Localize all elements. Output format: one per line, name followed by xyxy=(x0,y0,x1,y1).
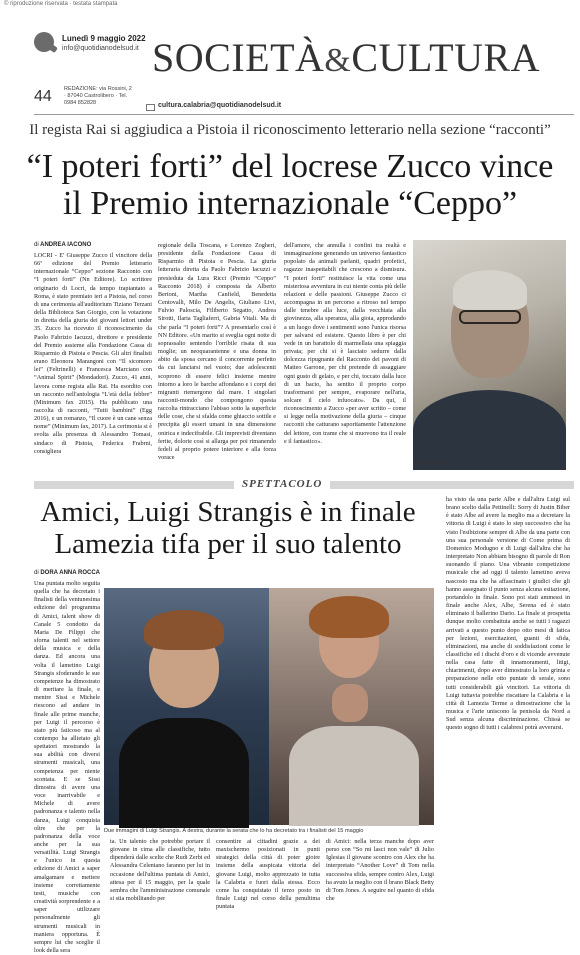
zucco-photo xyxy=(413,240,566,457)
contact-email[interactable]: info@quotidianodelsud.it xyxy=(62,45,139,52)
section-title-amp: & xyxy=(324,42,352,79)
article1-column-2: regionale della Toscana, e Lorenzo Zogheri, presidente della Fondazione Cassa di Risparmio di Pistoia e Pescia. La giuria letteraria diretta da Paolo Fabrizio Iacuzzi e presieduta da Lura Ricci (Premio “Ceppo” Racconto 2018) è composta da Alberto Bertoni, Martha Canfield, Benedetta Centovalli, Milo De Angelis, Giuliano Livi, Fulvio Paloscia, Filiberto Segatto, Andrea Sirotti, Ilaria Tagliaferri, Gabria Vitali. Ma di che parla “I poteri forti”? A presentarlo così è NN Editore. «Un marito si sveglia ogni notte di soprassalto sentendo l'orribile risata di sua moglie; un neoquarantenne e una donna in abito da sposa cercano il concorrente perfetto da cui lanciarsi nel vuoto; due adolescenti scoprono di essere felici insieme mentre intorno a loro le barche affondano e i corpi dei migranti riemergono dal mare. I singolari racconti-mondo che compongono questa raccolta rintracciano l'abisso sotto la superficie delle cose, che si sfalda come ghiaccio sottile e precipita gli esseri umani in una dimensione onirica e indecifrabile. Gli imprevisti diventano ferite, dolorie così si allarga per poi rimanendo fedeli al proprio potere interiore e alla forza vorace xyxy=(158,242,276,462)
strangis-photo-caption: Due immagini di Luigi Strangis. A destra, durante la serata che lo ha decretato tra i finalisti del 15 maggio xyxy=(104,828,364,834)
article1-headline-line2: il Premio internazionale “Ceppo” xyxy=(62,185,518,222)
masthead xyxy=(34,22,574,114)
article2-headline-line1: Amici, Luigi Strangis è in finale xyxy=(40,496,416,528)
newspaper-logo-icon xyxy=(34,32,54,52)
article2-column-5: ha visto da una parte Albe e dall'altra Luigi sul brano scelto dalla Pettinelli: Sorry di Justin Biber è stato Albe ad avere la meglio ma a decretare la vittoria di Luigi è stato lo step successivo che ha visto l'esibizione sempre di Albe da una parte con una sua personale versione di Come prima di Domenico Modugno e di Luigi dall'altra che ha interpretato Non abbiam bisogno di parole di Ron suonando il piano. Una vibrante competizione musicale che ad oggi il talento lametino aveva nascosto ma che ha affascinato i giudici che gli hanno assegnato il punto senza alcuna esitazione, portandolo in finale. Sono poi stati ammessi in finale anche Alex, Albe, Serena ed è stato eliminato il ballerino Dario. La finale si prospetta dunque molto combattuta anche se tutti i ragazzi arrivati a questo punto dopo otto mesi di fatica per lezioni, esercitazioni, guanti di sfida, eliminazioni, ma anche di soddisfazioni come le classifiche ed i dischi d'oro e di vicende avvenute nella casa fatte di innamoramenti, litigi, chiarimenti, dopo aver dimostrato la loro grinta e preparazione nelle otto puntate di serale, sono tutti considerabili già vincitori. La vittoria di Luigi tuttavia potrebbe riscattare la Calabria e la città di Lamezia Terme a dimostrazione che la musica e l'arte uniscono la penisola da Nord a Sud senza alcuna discriminazione. Chissà se questo sogno di tutti i calabresi potrà avverarsi. xyxy=(446,496,570,732)
article2-column-1: Una puntata molto seguita quella che ha decretato i finalisti della ventunesima edizione del programma di Amici, talent show di Canale 5 condotto da Maria De Filippi che sforna talenti nel settore della musica e della danza. Ed ancora una volta il lametino Luigi Strangis sfoderando le sue competenze ha dimostrato di meritare la finale, e mentre Sissi e Michele riescono ad andare in finale alle prime manche, per Luigi il percorso è stato più faticoso ma al contempo ha allietato gli spettatori mostrando la sua abilità con diversi strumenti musicali, una competenza per niente scontata. E se Sissi dimostra di avere una voce inarrivabile e Michele di avere padronanza e talento nella danza, Luigi conquista oltre che per la padronanza della voce anche per la sua versatilità. Luigi Strangis e l'unico in questa edizione di Amici a saper amalgamare e mettere insieme correttamente testi, musiche con creatività sorprendente e a saper utilizzare personalmente gli strumenti musicali in maniera opportuna. È sempre lui che sceglie il look della sera xyxy=(34,580,100,955)
article2-headline-line2: Lamezia tifa per il suo talento xyxy=(54,528,402,560)
article2-column-4: di Amici: nella terza manche dopo aver perso con “So mi lasci non vale” di Julio Iglesias il giovane scontro con Alex che ha interpretato “Another Love” di Tom nella successiva sfida, sempre contro Alex, Luigi ha avuto la meglio con il brano Black Betty di Tom Jones. A seguire nel quanto di sfida che xyxy=(326,838,434,903)
masthead-divider xyxy=(34,114,574,115)
article2-byline-by: di xyxy=(34,570,39,576)
section-email[interactable]: cultura.calabria@quotidianodelsud.it xyxy=(158,102,282,109)
reprint-note: © riproduzione riservata · testata stampata xyxy=(4,1,118,7)
section-title xyxy=(152,36,540,83)
article2-column-3: consentire ai cittadini grazie a dei maxischermo posizionati in punti strategici della città di poter gioire insieme della auspicata vittoria del giovane Luigi, molto apprezzato in tutta la Calabria e fuori dalla stessa. Ecco come ha conquistato il terzo posto in finale Luigi nel corso della penultima puntata xyxy=(216,838,320,911)
article1-kicker: Il regista Rai si aggiudica a Pistoia il riconoscimento letterario nella sezione “racconti” xyxy=(29,122,551,138)
section-title-left: SOCIETÀ xyxy=(152,35,325,80)
article1-author: ANDREA IACONO xyxy=(40,242,92,248)
editorial-address: REDAZIONE: via Rossini, 2 · 87040 Castrolibero · Tel. 0984 852828 xyxy=(64,86,132,106)
section-band xyxy=(34,478,574,492)
zucco-photo-caption: Giuseppe Zucco xyxy=(413,460,457,466)
section-band-label: SPETTACOLO xyxy=(234,478,330,490)
issue-date: Lunedì 9 maggio 2022 xyxy=(62,34,146,43)
article2-headline xyxy=(18,496,438,560)
section-title-right: CULTURA xyxy=(351,35,541,80)
article2-byline xyxy=(34,570,100,576)
article1-headline-line1: “I poteri forti” del locrese Zucco vince xyxy=(26,148,554,185)
article1-byline xyxy=(34,242,91,248)
article1-column-1: LOCRI - E' Giuseppe Zucco il vincitore della 66ª edizione del Premio letterario internazionale “Ceppo” sezione Racconto con “I poteri forti” (Nn Editore). Lo scrittore originario di Locri, da tempo trapiantato a Roma, è stato premiato ieri a Pistoia, nel corso di una cerimonia all'auditorium Tiziano Terzani della Biblioteca San Giorgio, con la votazione in diretta della giuria dei giovani lettori under 35. Zucco ha ricevuto il riconoscimento da Paolo Fabrizio Iacuzzi, direttore e presidente del Premio assieme alla Fondazione Cassa di Risparmio di Pistoia e Pescia. Gli altri finalisti erano Eleonora Marangoni con “Il sicomoro lei” (Feltrinelli) e Francesca Marciano con “Animal Spirit” (Mondadori). Zucco, 41 anni, lavora come regista alla Rai. Ha esordito con un racconto nell'antologia “L'età della febbre” (Minimum fax 2015). Ha pubblicato una raccolta di racconti, “Tutti bambini” (Egg 2016), e un romanzo, “Il cuore è un cane senza nome” (Minimum fax, 2017). La cerimonia si è svolta alla presenza di Alessandro Tomasi, sindaco di Pistoia, Federica Frabrni, consigliera xyxy=(34,252,152,455)
article1-byline-by: di xyxy=(34,242,39,248)
article1-headline xyxy=(10,148,570,222)
strangis-photo xyxy=(104,588,434,825)
mail-icon xyxy=(146,104,155,111)
article2-author: DORA ANNA ROCCA xyxy=(40,570,101,576)
page-number: 44 xyxy=(34,88,52,105)
article2-column-2: ta. Un talento che potrebbe portare il giovane in cima alle classifiche, tutto dipenderà dalle scelte che Rudi Zerbi ed Alessandra Celentano faranno per lui in occasione dell'ultima puntata di Amici, attesa per il 15 maggio, per la quale sembra che l'amministrazione comunale si stia mobilitando per xyxy=(110,838,210,903)
article1-column-3: dell'amore, che annulla i confini tra realtà e immaginazione generando un universo fantastico popolato da animali parlanti, quadri profetici, ragazze inaspettabili che crescono a dismisura. “I poteri forti” restituisce la vita come una misteriosa avventura in cui niente conta più delle relazioni e delle passioni. Giuseppe Zucco ci accompagna in un percorso a ritroso nel tempo dalle tenebre alla luce, dalla vecchiaia alla giovinezza, alla speranza, alla gioia, approdando a un luogo dove i sentimenti sono l'unica risorsa per salvarsi ed esistere. Questo libro è per chi vede in un barattolo di marmellata una spiaggia privata; per chi si è lasciato sedurre dalla dolcezza ripugnante del Racconto dei pavoni di Matteo Garrone, per chi pretende di assaggiare ogni gusto di gelato, e per chi, toccato dalla luce di un bacio, ha sentito il proprio corpo trasformarsi per sempre, evaporare nell'aria, solcare il cielo infuocato». Da qui, il riconoscimento a Zucco «per aver scritto – come si legge nella motivazione della giuria – cinque racconti che catturano saporitamente l'attenzione del lettore, con trame che si muovono tra il reale e il fantastico». xyxy=(284,242,406,445)
